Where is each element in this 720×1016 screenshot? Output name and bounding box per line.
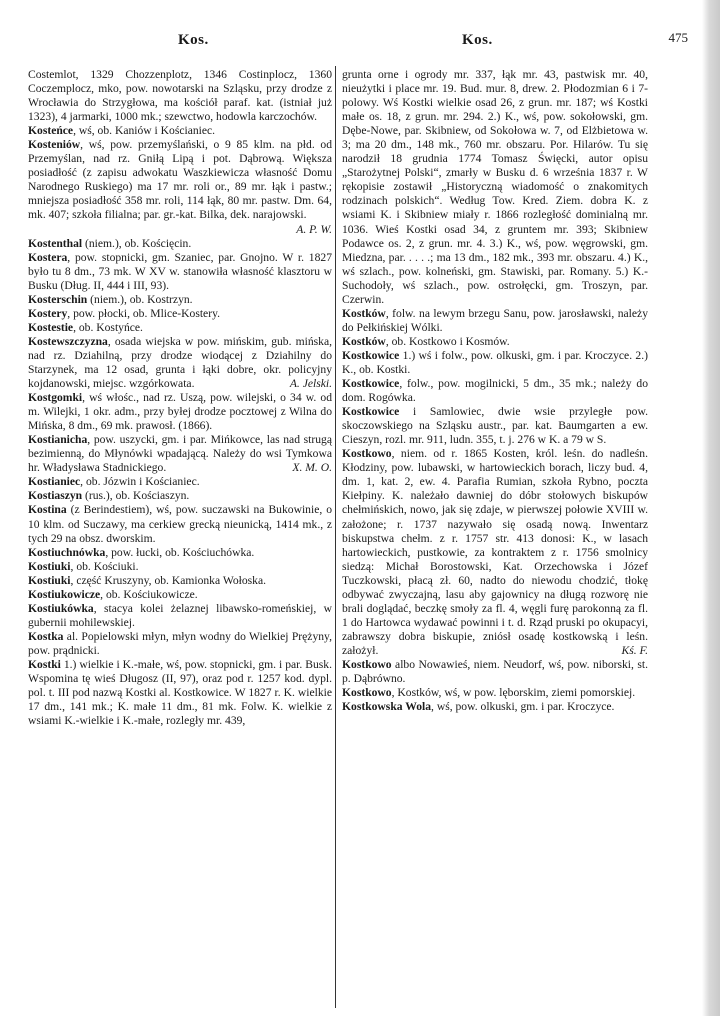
entry-text: al. Popielowski młyn, młyn wodny do Wielkiej Prężyny, pow. prądnicki. [28,629,332,657]
entry-headword: Kostera [28,250,68,264]
dictionary-entry [28,293,332,307]
entry-text: (z Berindestiem), wś, pow. suczawski na Bukowinie, o 10 klm. od Suczawy, ma cerkiew grecką nieunicką, 1414 mk., z tych 29 na obsz. dworskim. [28,503,332,545]
entry-headword: Kosteniów [28,138,81,152]
entry-headword: Kostiukowicze [28,587,101,601]
entry-text: , wś, pow. przemyślański, o 9 85 klm. na płd. od Przemyślan, nad rz. Gniłą Lipą i pot. Dąbrową. Większa posiadłość (z zapisu adwokatu Waszkiewicza własność Domu Narodnego Ruskiego) ma 17 mr. roli or., 89 mr. łąk i pastw.; mniejsza posiadłość 358 mr. roli, 114 łąk, 80 mr. pastw. Dm. 64, mk. 407; szkoła filialna; par. gr.-kat. Bilka, dek. narajowski. [28,138,332,222]
entry-text: , folw., pow. mogilnicki, 5 dm., 35 mk.; należy do dom. Rogówka. [342,377,648,405]
entry-headword: Kostiuki [28,573,71,587]
entry-headword: Kosterschin [28,292,88,306]
entry-author-signature: Kś. F. [621,643,648,657]
dictionary-entry [28,546,332,560]
entry-text: , Kostków, wś, w pow. lęborskim, ziemi pomorskiej. [391,686,636,700]
left-column [28,68,332,728]
page-header [28,22,692,50]
entry-text: albo Nowawieś, niem. Neudorf, wś, pow. niborski, st. p. Dąbrówno. [342,657,648,686]
dictionary-page [28,22,692,1008]
dictionary-entry [28,560,332,574]
entry-text: , pow. stopnicki, gm. Szaniec, par. Gnojno. W r. 1827 było tu 8 dm., 73 mk. W XV w. stanowiła własność klasztoru w Busku (Dług. II, 444 i III, 93). [28,250,332,292]
dictionary-entry [28,68,332,124]
dictionary-entry [342,335,648,349]
entry-text: Costemlot, 1329 Chozzenplotz, 1346 Costinplocz, 1360 Coczemplocz, mko, pow. nowotarski na Szląsku, przy drodze z Wrocławia do Strzygłowa, ma kościół paraf. kat. (istniał już 1323), 4 jarmarki, 1000 mk.; szewctwo, hodowla karczochów. [28,68,332,124]
entry-headword: Kostiukówka [28,601,94,615]
dictionary-entry [28,503,332,545]
entry-text: 1.) wielkie i K.-małe, wś, pow. stopnicki, gm. i par. Busk. Wspomina tę wieś Długosz (II, 97), oraz pod r. 1257 kod. dypl. pol. t. III pod nazwą Kostki al. Kostkowice. W 1827 r. K. wielkie 17 dm., 141 mk.; K. małe 11 dm., 81 mk. Folw. K. wielkie z wsiami K.-wielkie i K.-małe, rozległy mr. 439, [28,657,332,728]
entry-headword: Kostiaszyn [28,489,83,503]
entry-headword: Kostki [28,657,61,671]
entry-text: 1.) wś i folw., pow. olkuski, gm. i par. Kroczyce. 2.) K., ob. Kostki. [342,348,648,376]
entry-headword: Kostery [28,306,68,320]
entry-text: (rus.), ob. Kościaszyn. [82,489,190,503]
dictionary-entry [28,588,332,602]
entry-headword: Kostina [28,503,67,517]
entry-headword: Kostiuki [28,559,71,573]
entry-headword: Kostkowice [342,405,400,419]
entry-headword: Kostianicha [28,433,88,447]
entry-text: , ob. Kostyńce. [73,320,143,334]
entry-headword: Kostków [342,306,386,320]
entry-text: grunta orne i ogrody mr. 337, łąk mr. 43, pastwisk mr. 40, nieużytki i place mr. 19. Bud. mur. 8, drew. 2. Płodozmian 6 i 7-polowy. Wś Kostki wielkie osad 26, z grun. mr. 187; wś Kostki małe os. 18, z grun. mr. 294. 2.) K., wś, pow. sokołowski, gm. Dębe-Nowe, par. Skibniew, od Sokołowa w. 7, od Elżbietowa w. 3; ma 20 dm., 148 mk., 760 mr. obszaru. Por. Hilarów. Tu się narodził 18 grudnia 1774 Tomasz Święcki, autor opisu „Starożytnej Polski“, zmarły w Busku d. 6 września 1837 r. W rękopisie zostawił „Historyczną wiadomość o znakomitych rodzinach polskich“. Według Tow. Kred. Ziem. dobra K. z wsiami K. i Skibniew miały r. 1866 rozległość dominialną mr. 1036. Wieś Kostki osad 34, z gruntem mr. 393; Skibniew Podawce os. 2, z grun. mr. 4. 3.) K., wś, pow. węgrowski, gm. Miedzna, par. . . . .; ma 13 dm., 182 mk., 393 mr. obszaru. 4.) K., wś szlach., pow. kolneński, gm. Stawiski, par. Romany. 5.) K.-Suchodoły, wś szlach., pow. ostrołęcki, gm. Troszyn, par. Czerwin. [342,68,648,306]
dictionary-entry [342,405,648,447]
running-head-left: Kos. [178,32,209,48]
entry-text: (niem.), ob. Kościęcin. [82,236,192,250]
entry-text: , ob. Kościuki. [70,559,139,573]
entry-headword: Kostestie [28,320,74,334]
entry-text: , część Kruszyny, ob. Kamionka Wołoska. [70,573,266,587]
entry-author-signature: A. P. W. [296,222,332,236]
entry-headword: Kosteńce [28,124,74,138]
dictionary-entry [28,391,332,433]
entry-text: (niem.), ob. Kostrzyn. [87,292,193,306]
entry-headword: Kostka [28,629,64,643]
entry-text: , wś, ob. Kaniów i Kościaniec. [73,124,216,138]
dictionary-entry [342,349,648,377]
dictionary-entry [28,335,332,391]
entry-text: , niem. od r. 1865 Kosten, król. leśn. do nadleśn. Kłodziny, pow. lubawski, w hartowieckich borach, liczy bud. 4, dm. 1, kat. 2, ew. 4. Parafia Rumian, szkoła Rybno, poczta Kiełpiny. K. należało dawniej do dóbr stołowych biskupów chełmińskich, nowo, jak się zdaje, w pierwszej połowie XVIII w. założone; r. 1737 nazywało się osadą nową. Inwentarz biskupstwa chełm. z r. 1757 str. 413 donosi: K., w lasach hartowieckich, pustkowie, za kontraktem z r. 1756 smolnicy siedzą: Michał Borostowski, Kat. Orzechowska i Józef Tuczkowski, płacą zł. 60, nadto do niewodu chodzić, tłokę odbywać zwyczajną, lasu aby gajownicy na długą rozworę nie brali doglądać, beczkę smoły za fl. 4, węgli furę parokonną za fl. 1 do Hartowca wydawać powinni i t. d. Rząd pruski po okupacyi, zabrawszy dobra biskupie, zniósł osadę kostkowską i leśn. założył. [342,447,648,657]
entry-headword: Kostkowice [342,377,400,391]
entry-author-signature: A. Jelski. [289,377,332,391]
entry-text: , wś włośc., nad rz. Uszą, pow. wilejski, o 34 w. od m. Wilejki, 1 okr. adm., przy byłej drodze pocztowej z Wilna do Mińska, 8 dm., 69 mk. prawosł. (1866). [28,391,332,433]
dictionary-entry [342,686,648,700]
dictionary-entry [342,447,648,658]
entry-text: , osada wiejska w pow. mińskim, gub. mińska, nad rz. Dziahilną, przy drodze wiodącej z Dziahilny do Starzynek, ma 12 osad, grunta i łąki dobre, okr. policyjny kojdanowski, miejsc. wzgórkowata. [28,334,332,391]
column-divider [335,66,336,1008]
entry-text: , ob. Kościukowicze. [100,587,198,601]
dictionary-entry [342,658,648,686]
dictionary-entry [342,68,648,307]
entry-author-signature: X. M. O. [292,461,332,475]
dictionary-entry [342,377,648,405]
entry-text: , ob. Kostkowo i Kosmów. [385,334,510,348]
page-number: 475 [668,30,688,45]
entry-text: , pow. łucki, ob. Kościuchówka. [105,545,255,559]
entry-headword: Kostkowo [342,447,392,461]
dictionary-entry [28,475,332,489]
running-head-right: Kos. [462,32,493,48]
entry-headword: Kostkowo [342,657,392,671]
dictionary-entry [28,138,332,236]
entry-headword: Kostkowice [342,348,400,362]
entry-headword: Kostianiec [28,475,81,489]
dictionary-entry [28,658,332,728]
dictionary-entry [28,321,332,335]
dictionary-entry [28,433,332,475]
dictionary-entry [28,251,332,293]
entry-text: i Samlowiec, dwie wsie przyległe pow. skoczowskiego na Szląsku austr., par. kat. Baumgarten a ew. Cieszyn, rozl. mr. 911, ludn. 355, t. j. 276 w K. a 79 w S. [342,405,648,447]
entry-text: , wś, pow. olkuski, gm. i par. Kroczyce. [431,700,615,714]
entry-headword: Kostenthal [28,236,83,250]
dictionary-entry [28,307,332,321]
dictionary-entry [342,700,648,714]
dictionary-entry [28,630,332,658]
entry-text: , stacya kolei żelaznej libawsko-romeńskiej, w gubernii mohilewskiej. [28,601,332,629]
page-edge-shadow [702,0,720,1016]
entry-headword: Kostkowo [342,686,392,700]
entry-text: , ob. Józwin i Kościaniec. [80,475,200,489]
dictionary-entry [28,237,332,251]
entry-headword: Kostewszczyzna [28,334,108,348]
right-column [342,68,648,714]
dictionary-entry [28,489,332,503]
entry-text: , folw. na lewym brzegu Sanu, pow. jarosławski, należy do Pełkińskiej Wólki. [342,306,648,334]
entry-headword: Kostiuchnówka [28,545,106,559]
entry-headword: Kostgomki [28,391,83,405]
entry-headword: Kostkowska Wola [342,700,432,714]
entry-headword: Kostków [342,334,386,348]
dictionary-entry [28,602,332,630]
dictionary-entry [342,307,648,335]
dictionary-entry [28,124,332,138]
entry-text: , pow. płocki, ob. Mlice-Kostery. [67,306,221,320]
entry-text: , pow. uszycki, gm. i par. Mińkowce, las nad strugą bezimienną, do Młynówki wpadającą. Należy do wsi Tymkowa hr. Władysława Stadnickiego. [28,433,332,475]
dictionary-entry [28,574,332,588]
